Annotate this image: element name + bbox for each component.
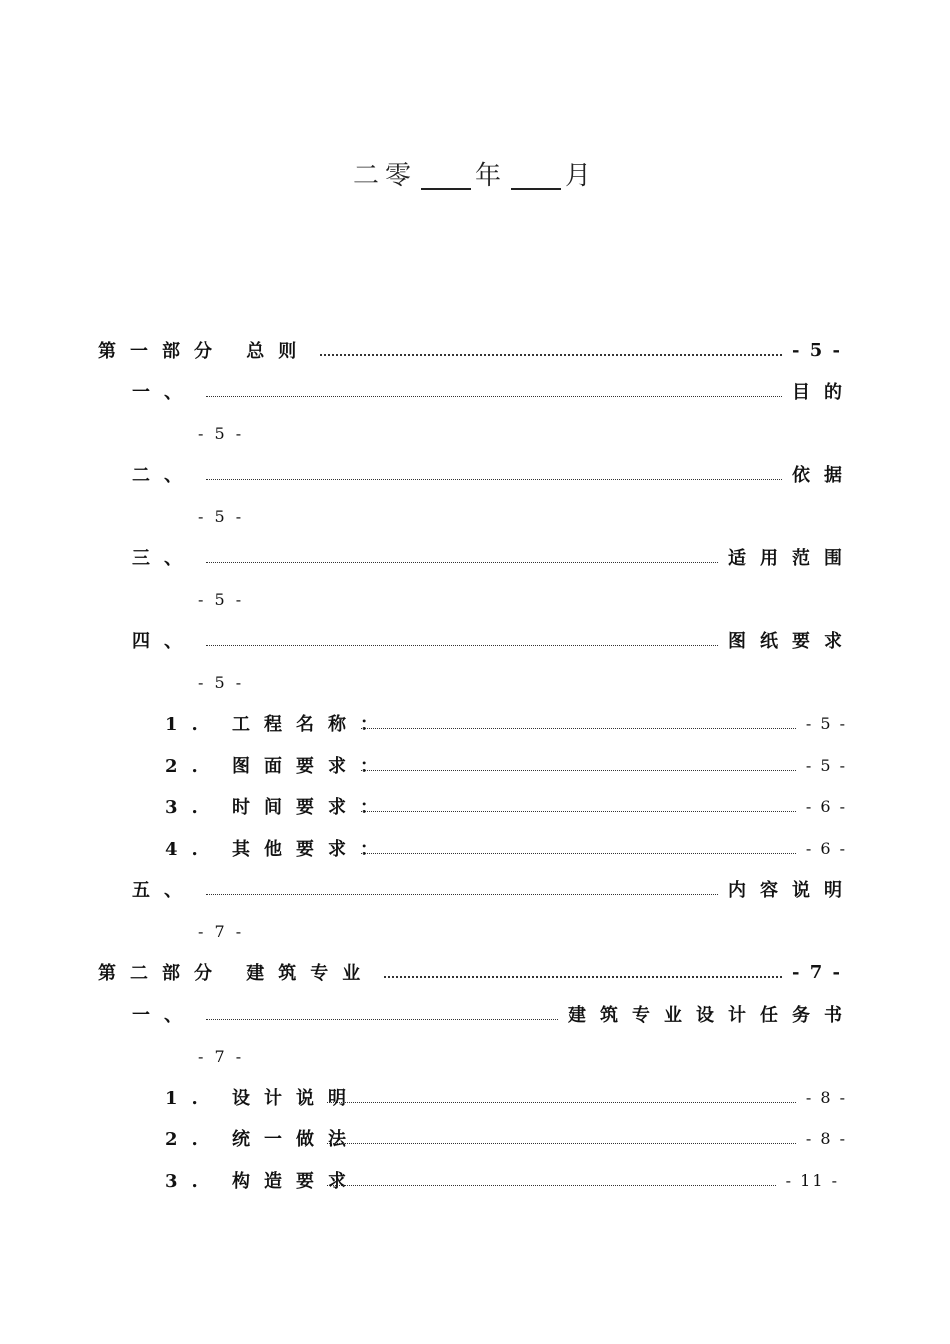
toc-entry-title: 建筑专业设计任务书	[568, 1005, 856, 1026]
toc-leader-dots	[361, 770, 796, 771]
toc-entry-title: 依据	[792, 465, 856, 486]
toc-entry-page: - 8 -	[805, 1128, 847, 1148]
toc-leader-dots	[327, 1143, 796, 1144]
toc-leader-dots	[206, 645, 718, 646]
toc-entry-title: 目的	[792, 382, 856, 403]
toc-entry-content-description[interactable]	[132, 869, 856, 909]
toc-entry-title: 内容说明	[728, 880, 856, 901]
toc-entry-page: - 8 -	[805, 1087, 847, 1107]
toc-leader-dots	[384, 976, 782, 978]
toc-entry-label: 第一部分 总则	[98, 341, 311, 362]
toc-leader-dots	[361, 728, 796, 729]
toc-entry-page: - 7 -	[792, 961, 842, 983]
toc-entry-label: 一、	[132, 1005, 196, 1026]
toc-leader-dots	[206, 479, 782, 480]
toc-entry-label: 五、	[132, 880, 196, 901]
toc-leader-dots	[361, 853, 796, 854]
toc-entry-purpose[interactable]	[132, 371, 856, 411]
toc-entry-drawing-requirements[interactable]	[132, 620, 856, 660]
toc-leader-dots	[206, 396, 782, 397]
toc-entry-label: 二、	[132, 465, 196, 486]
toc-entry-label: 2. 统一做法	[165, 1129, 361, 1150]
date-title	[0, 155, 950, 192]
toc-entry-architecture-brief[interactable]	[132, 994, 856, 1034]
date-year-label: 年	[474, 161, 507, 191]
toc-entry-construction-requirements[interactable]	[165, 1160, 839, 1200]
toc-entry-page: - 5 -	[198, 590, 245, 609]
toc-entry-page: - 6 -	[805, 796, 847, 816]
toc-entry-page: - 7 -	[198, 922, 245, 941]
toc-entry-unified-methods[interactable]	[165, 1118, 847, 1158]
toc-leader-dots	[361, 811, 796, 812]
toc-entry-page: - 6 -	[805, 838, 847, 858]
toc-entry-page: - 7 -	[198, 1047, 245, 1066]
toc-leader-dots	[327, 1185, 776, 1186]
toc-leader-dots	[206, 1019, 558, 1020]
toc-entry-label: 第二部分 建筑专业	[98, 963, 375, 984]
toc-entry-page: - 5 -	[792, 339, 842, 361]
toc-entry-part2[interactable]	[98, 952, 842, 992]
toc-entry-label: 1. 设计说明	[165, 1088, 361, 1109]
toc-entry-label: 3. 时间要求：	[165, 797, 393, 818]
toc-entry-page: - 5 -	[198, 507, 245, 526]
toc-entry-other-requirements[interactable]	[165, 828, 847, 868]
toc-entry-label: 1. 工程名称：	[165, 714, 393, 735]
toc-entry-page: - 5 -	[805, 713, 847, 733]
toc-leader-dots	[206, 562, 718, 563]
toc-entry-label: 三、	[132, 548, 196, 569]
month-blank	[511, 162, 561, 190]
toc-entry-title: 图纸要求	[728, 631, 856, 652]
toc-leader-dots	[327, 1102, 796, 1103]
toc-entry-title: 适用范围	[728, 548, 856, 569]
toc-entry-page: - 11 -	[785, 1170, 839, 1190]
toc-entry-project-name[interactable]	[165, 703, 847, 743]
year-blank	[421, 162, 471, 190]
toc-entry-label: 四、	[132, 631, 196, 652]
toc-entry-label: 一、	[132, 382, 196, 403]
toc-leader-dots	[320, 354, 782, 356]
toc-entry-page: - 5 -	[198, 424, 245, 443]
toc-entry-design-notes[interactable]	[165, 1077, 847, 1117]
toc-entry-time-requirements[interactable]	[165, 786, 847, 826]
toc-entry-label: 2. 图面要求：	[165, 756, 393, 777]
toc-entry-page: - 5 -	[805, 755, 847, 775]
toc-entry-scope[interactable]	[132, 537, 856, 577]
toc-entry-part1[interactable]	[98, 330, 842, 370]
toc-entry-drawing-surface[interactable]	[165, 745, 847, 785]
toc-entry-label: 3. 构造要求	[165, 1171, 361, 1192]
toc-entry-basis[interactable]	[132, 454, 856, 494]
toc-leader-dots	[206, 894, 718, 895]
date-month-label: 月	[565, 161, 598, 191]
toc-entry-label: 4. 其他要求：	[165, 839, 393, 860]
toc-entry-page: - 5 -	[198, 673, 245, 692]
date-year-prefix: 二零	[352, 161, 417, 191]
